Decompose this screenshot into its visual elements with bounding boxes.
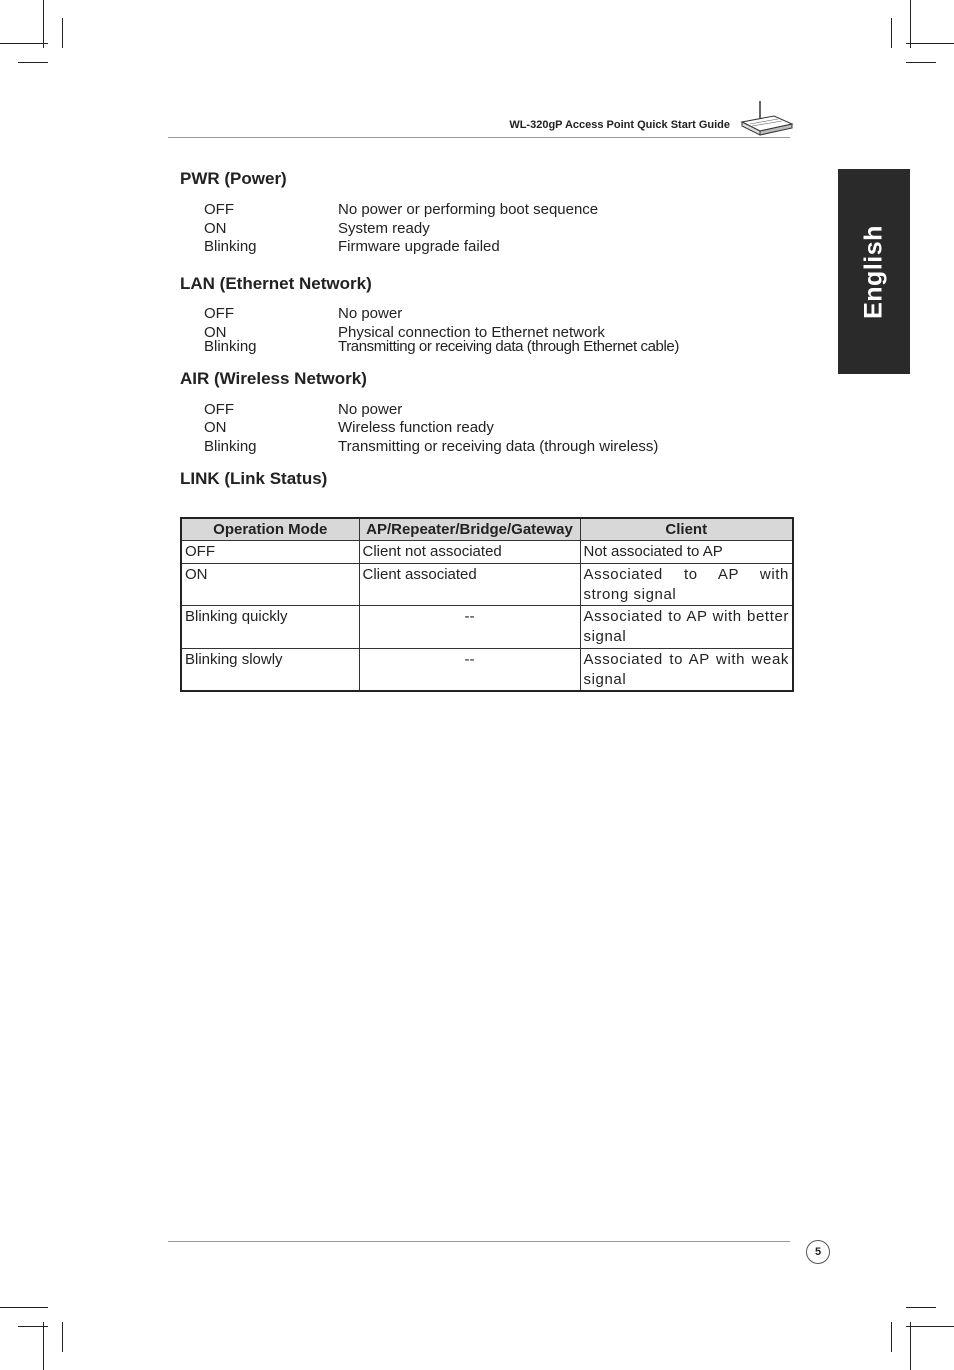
table-cell: Client associated <box>359 564 580 606</box>
table-cell: Associated to AP with weak signal <box>580 649 793 692</box>
crop-mark <box>906 62 936 63</box>
footer-divider <box>168 1241 790 1242</box>
state-description: Transmitting or receiving data (through Ethernet cable) <box>338 338 679 355</box>
table-cell: Client not associated <box>359 541 580 564</box>
table-row <box>181 649 793 692</box>
section-heading-pwr: PWR (Power) <box>180 169 287 188</box>
state-label: OFF <box>204 305 234 322</box>
table-row <box>181 564 793 606</box>
column-header: Client <box>580 518 793 541</box>
crop-mark <box>18 62 48 63</box>
crop-mark <box>43 0 44 48</box>
header-title: WL-320gP Access Point Quick Start Guide <box>509 119 730 131</box>
state-label: Blinking <box>204 438 257 455</box>
column-header: AP/Repeater/Bridge/Gateway <box>359 518 580 541</box>
crop-mark <box>910 1322 911 1370</box>
table-cell: Associated to AP with strong signal <box>580 564 793 606</box>
crop-mark <box>906 1307 936 1308</box>
table-cell: -- <box>359 649 580 692</box>
table-cell: OFF <box>181 541 359 564</box>
crop-mark <box>906 1326 954 1327</box>
crop-mark <box>0 1307 48 1308</box>
table-cell: Not associated to AP <box>580 541 793 564</box>
state-label: ON <box>204 419 227 436</box>
state-label: ON <box>204 220 227 237</box>
link-status-table <box>180 517 794 692</box>
router-icon <box>738 98 794 140</box>
state-description: Physical connection to Ethernet network <box>338 324 605 341</box>
crop-mark <box>891 1322 892 1352</box>
section-heading-link: LINK (Link Status) <box>180 469 328 488</box>
state-description: No power or performing boot sequence <box>338 201 599 218</box>
state-description: No power <box>338 305 403 322</box>
table-row <box>181 541 793 564</box>
state-label: OFF <box>204 401 234 418</box>
crop-mark <box>0 43 48 44</box>
state-label: Blinking <box>204 338 257 355</box>
crop-mark <box>43 1322 44 1370</box>
state-label: ON <box>204 324 227 341</box>
crop-mark <box>62 18 63 48</box>
state-label: Blinking <box>204 238 257 255</box>
table-cell: Blinking quickly <box>181 606 359 649</box>
table-cell: Associated to AP with better signal <box>580 606 793 649</box>
state-description: No power <box>338 401 403 418</box>
section-heading-air: AIR (Wireless Network) <box>180 369 367 388</box>
table-row <box>181 606 793 649</box>
language-tab <box>838 169 910 374</box>
header-divider <box>168 137 790 138</box>
state-description: System ready <box>338 220 430 237</box>
table-cell: ON <box>181 564 359 606</box>
crop-mark <box>62 1322 63 1352</box>
table-header-row <box>181 518 793 541</box>
column-header: Operation Mode <box>181 518 359 541</box>
crop-mark <box>906 43 954 44</box>
table-cell: -- <box>359 606 580 649</box>
crop-mark <box>910 0 911 48</box>
table-cell: Blinking slowly <box>181 649 359 692</box>
section-heading-lan: LAN (Ethernet Network) <box>180 274 372 293</box>
state-description: Transmitting or receiving data (through wireless) <box>338 438 659 455</box>
state-label: OFF <box>204 201 234 218</box>
crop-mark <box>891 18 892 48</box>
state-description: Firmware upgrade failed <box>338 238 500 255</box>
language-tab-label: English <box>859 224 888 319</box>
crop-mark <box>18 1326 48 1327</box>
page-number: 5 <box>806 1240 830 1264</box>
state-description: Wireless function ready <box>338 419 494 436</box>
